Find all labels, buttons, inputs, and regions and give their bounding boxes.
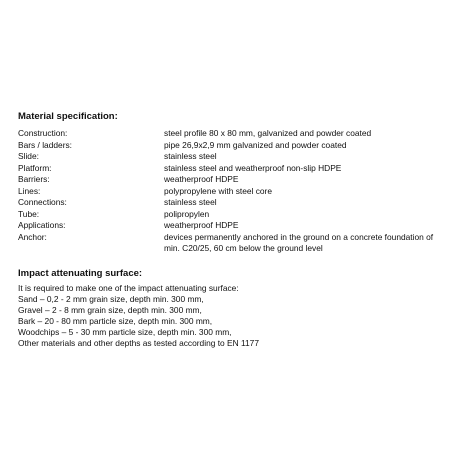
spec-value: steel profile 80 x 80 mm, galvanized and powder coated	[164, 128, 372, 138]
spec-label: Connections:	[18, 197, 67, 207]
spec-row-lines	[18, 186, 443, 198]
spec-row-construction	[18, 128, 443, 140]
spec-value: stainless steel and weatherproof non-slip HDPE	[164, 162, 342, 173]
spec-value: pipe 26,9x2,9 mm galvanized and powder coated	[164, 139, 347, 150]
spec-value: polypropylene with steel core	[164, 185, 273, 196]
spec-value: weatherproof HDPE	[164, 220, 239, 230]
spec-label: Tube:	[18, 208, 40, 219]
surface-line: It is required to make one of the impact attenuating surface:	[18, 283, 239, 293]
material-specification-table	[18, 128, 443, 255]
spec-row-anchor	[18, 232, 443, 255]
spec-value: stainless steel	[164, 151, 217, 161]
material-specification-heading: Material specification:	[18, 111, 118, 122]
surface-line: Sand – 0,2 - 2 mm grain size, depth min. 300 mm,	[18, 294, 204, 305]
spec-label: Slide:	[18, 151, 39, 161]
impact-surface-heading: Impact attenuating surface:	[18, 268, 143, 279]
spec-row-bars-ladders	[18, 140, 443, 152]
impact-surface-text	[18, 283, 443, 350]
spec-value: stainless steel	[164, 197, 217, 207]
spec-row-connections	[18, 197, 443, 209]
spec-value: devices permanently anchored in the ground on a concrete foundation of min. C20/25, 60 cm below the ground level	[164, 231, 434, 253]
spec-value: weatherproof HDPE	[164, 174, 239, 184]
surface-line: Woodchips – 5 - 30 mm particle size, depth min. 300 mm,	[18, 327, 232, 338]
spec-label: Anchor:	[18, 231, 47, 242]
surface-line: Bark – 20 - 80 mm particle size, depth min. 300 mm,	[18, 316, 213, 327]
spec-label: Bars / ladders:	[18, 139, 72, 150]
spec-row-tube	[18, 209, 443, 221]
spec-value: polipropylen	[164, 208, 210, 219]
spec-row-slide	[18, 151, 443, 163]
spec-row-platform	[18, 163, 443, 175]
spec-row-barriers	[18, 174, 443, 186]
spec-row-applications	[18, 220, 443, 232]
spec-label: Applications:	[18, 220, 66, 230]
surface-line: Gravel – 2 - 8 mm grain size, depth min. 300 mm,	[18, 305, 202, 316]
surface-line: Other materials and other depths as tested according to EN 1177	[18, 338, 259, 349]
spec-label: Construction:	[18, 128, 68, 138]
spec-label: Platform:	[18, 162, 52, 173]
spec-label: Barriers:	[18, 174, 50, 184]
spec-label: Lines:	[18, 185, 41, 196]
